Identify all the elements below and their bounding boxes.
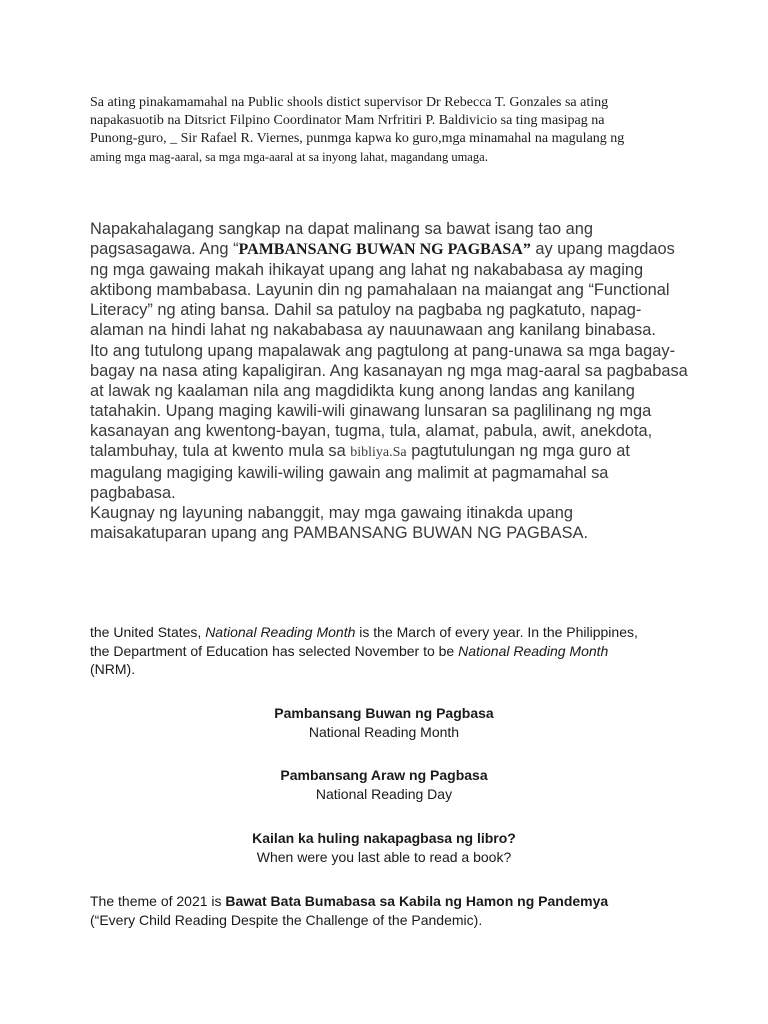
greeting-line: [90, 148, 690, 167]
filipino-body: [90, 219, 690, 544]
english-intro-text-1: the United States,: [90, 624, 206, 640]
paragraph-1-rest: ay upang magdaos ng mga gawaing makah ihikayat upang ang lahat ng nakababasa ay maging aktibong mambabasa. Layunin din ng pamahalaan na maiangat ang “Functional Literacy” ng ating bansa. Dahil sa patuloy na pagbaba ng pagkatuto, napag-alaman na hindi lahat ng nakababasa ay nauunawaan ang kanilang binabasa.: [90, 240, 675, 340]
pair-english: When were you last able to read a book?: [256, 848, 512, 865]
theme-title: Bawat Bata Bumabasa sa Kabila ng Hamon ng Pandemya: [225, 893, 609, 909]
pair-last-book: [0, 829, 768, 866]
pair-filipino: Pambansang Buwan ng Pagbasa: [274, 705, 494, 721]
greeting-line: Punong-guro, _ Sir Rafael R. Viernes, punmga kapwa ko guro,mga minamahal na magulang ng: [90, 131, 625, 146]
greeting-line: napakasuotib na Ditsrict Filpino Coordinator Mam Nrfritiri P. Baldivicio sa ting masipag na: [90, 113, 605, 128]
english-intro: [90, 623, 650, 679]
pair-english: National Reading Month: [308, 723, 460, 740]
english-intro-text-3: (NRM).: [90, 661, 136, 677]
pambansang-buwan-emphasis: PAMBANSANG BUWAN NG PAGBASA”: [238, 241, 531, 259]
pair-filipino: Pambansang Araw ng Pagbasa: [280, 767, 488, 783]
english-intro-text-2: is the March of every year. In the Philippines, the Department of Education has selected November to be: [90, 624, 638, 659]
paragraph-3: Kaugnay ng layuning nabanggit, may mga gawaing itinakda upang maisakatuparan upang ang PAMBANSANG BUWAN NG PAGBASA.: [90, 504, 588, 543]
national-reading-month-italic-2: National Reading Month: [458, 642, 609, 659]
greeting-period: .: [484, 150, 489, 165]
pair-english: National Reading Day: [315, 785, 453, 802]
bibliya-word: bibliya.Sa: [350, 445, 407, 461]
pair-filipino: Kailan ka huling nakapagbasa ng libro?: [252, 830, 516, 846]
greeting-line-text: aming mga mag-aaral, sa mga mga-aaral at sa inyong lahat, magandang umaga: [90, 150, 485, 164]
theme-suffix: (“Every Child Reading Despite the Challenge of the Pandemic).: [90, 911, 483, 928]
greeting-paragraph: [90, 94, 690, 167]
paragraph-2: [90, 341, 690, 504]
theme-prefix: The theme of 2021 is: [90, 893, 226, 909]
english-intro-paragraph: [90, 623, 650, 679]
paragraph-1-start: Napakahalagang sangkap na dapat malinang sa bawat isang tao ang pagsasagawa. Ang “: [90, 220, 594, 259]
theme-paragraph: [90, 892, 650, 929]
paragraph-1: [90, 219, 690, 341]
greeting-line: Sa ating pinakamamahal na Public shools distict supervisor Dr Rebecca T. Gonzales sa ating: [90, 95, 609, 110]
pair-reading-month: [0, 704, 768, 741]
pair-reading-day: [0, 766, 768, 803]
paragraph-2-start: Ito ang tutulong upang mapalawak ang pagtulong at pang-unawa sa mga bagay-bagay na nasa ating kapaligiran. Ang kasanayan ng mga mag-aaral sa pagbabasa at lawak ng kaalaman nila ang magdidikta kung anong landas ang kanilang tatahakin. Upang maging kawili-wili ginawang lunsaran sa paglilinang ng mga kasanayan ang kwentong-bayan, tugma, tula, alamat, pabula, awit, anekdota, talambuhay, tula at kwento mula sa: [90, 341, 688, 461]
national-reading-month-italic-1: National Reading Month: [205, 624, 356, 640]
paragraph-2-rest: pagtutulungan ng mga guro at magulang magiging kawili-wiling gawain ang malimit at pagmamahal sa pagbabasa.: [90, 442, 630, 503]
